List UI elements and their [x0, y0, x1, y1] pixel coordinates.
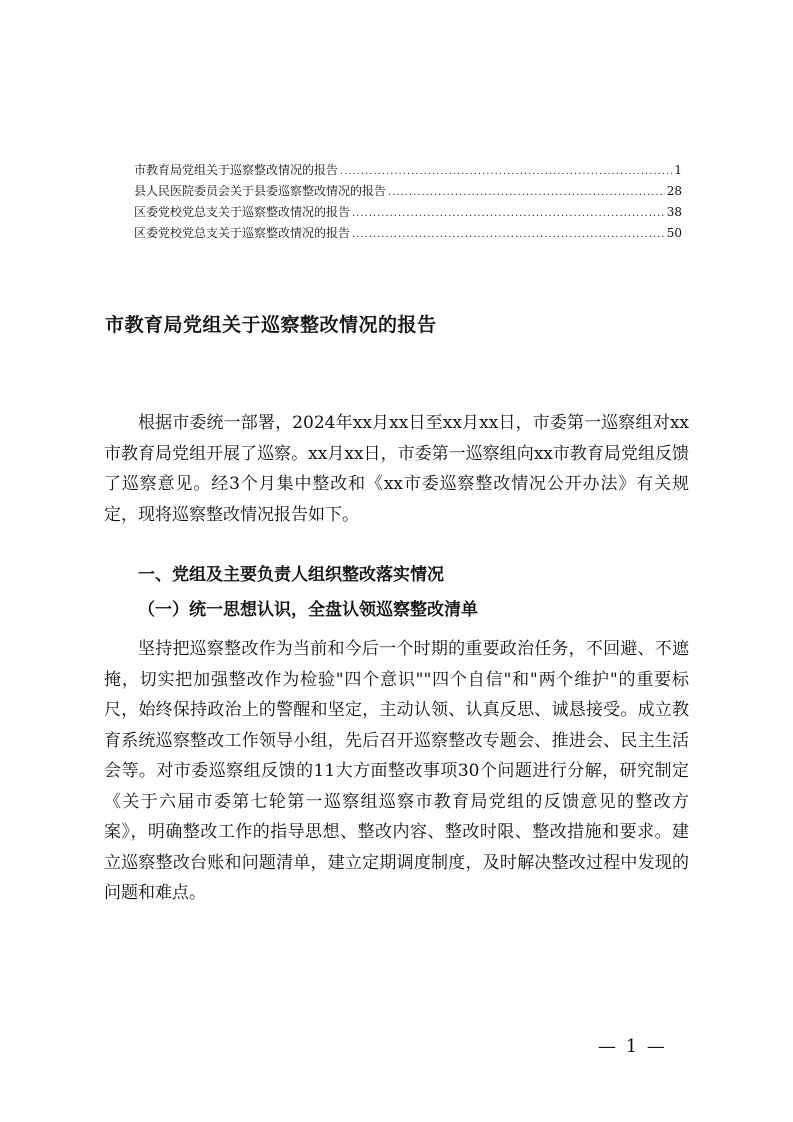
intro-paragraph: 根据市委统一部署，2024年xx月xx日至xx月xx日，市委第一巡察组对xx市教育局党组开展了巡察。xx月xx日，市委第一巡察组向xx市教育局党组反馈了巡察意见。经3个月集中整改和《xx市委巡察整改情况公开办法》有关规定，现将巡察整改情况报告如下。	[104, 413, 689, 525]
page-number: — 1 —	[598, 1036, 667, 1057]
toc-entry[interactable]	[134, 223, 682, 244]
subsection-heading: （一）统一思想认识，全盘认领巡察整改清单	[138, 600, 478, 620]
table-of-contents	[134, 160, 682, 244]
toc-entry-title: 区委党校党总支关于巡察整改情况的报告	[134, 226, 351, 240]
toc-entry-page: 28	[666, 184, 682, 198]
body-paragraph: 坚持把巡察整改作为当前和今后一个时期的重要政治任务，不回避、不遮掩，切实把加强整改作为检验"四个意识""四个自信"和"两个维护"的重要标尺，始终保持政治上的警醒和坚定，主动认领、认真反思、诚恳接受。成立教育系统巡察整改工作领导小组，先后召开巡察整改专题会、推进会、民主生活会等。对市委巡察组反馈的11大方面整改事项30个问题进行分解，研究制定《关于六届市委第七轮第一巡察组巡察市教育局党组的反馈意见的整改方案》，明确整改工作的指导思想、整改内容、整改时限、整改措施和要求。建立巡察整改台账和问题清单，建立定期调度制度，及时解决整改过程中发现的问题和难点。	[104, 639, 689, 903]
toc-entry[interactable]	[134, 202, 682, 223]
toc-leader-dots	[388, 182, 665, 203]
toc-leader-dots	[352, 203, 665, 224]
document-title: 市教育局党组关于巡察整改情况的报告	[105, 314, 437, 336]
toc-entry-page: 38	[666, 205, 682, 219]
section-heading: 一、党组及主要负责人组织整改落实情况	[138, 565, 444, 585]
toc-entry[interactable]	[134, 160, 682, 181]
toc-leader-dots	[352, 224, 665, 245]
toc-entry-page: 50	[666, 226, 682, 240]
toc-leader-dots	[340, 161, 672, 182]
toc-entry-title: 区委党校党总支关于巡察整改情况的报告	[134, 205, 351, 219]
toc-entry-page: 1	[674, 163, 682, 177]
toc-entry[interactable]	[134, 181, 682, 202]
toc-entry-title: 市教育局党组关于巡察整改情况的报告	[134, 163, 339, 177]
toc-entry-title: 县人民医院委员会关于县委巡察整改情况的报告	[134, 184, 387, 198]
